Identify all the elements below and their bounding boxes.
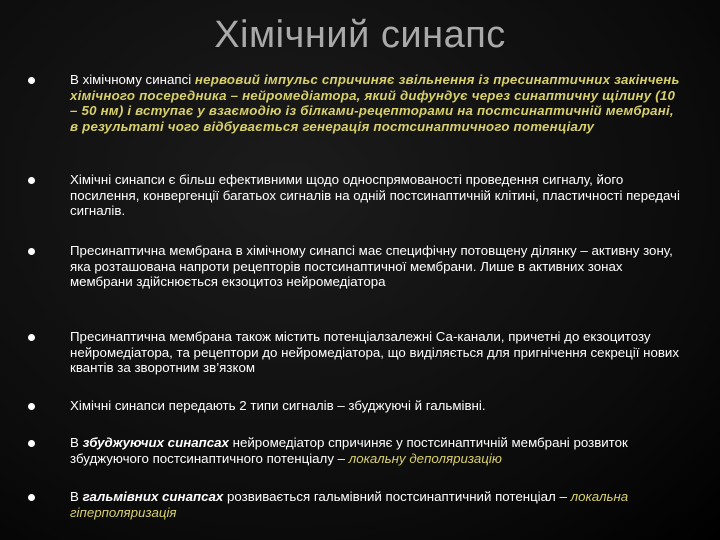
bullet-icon [28,494,35,501]
bullet-text: Хімічні синапси є більш ефективними щодо односпрямованості проведення сигналу, його посилення, конвергенції багатьох сигналів на одній постсинаптичній клітині, пластичності передачі сигналів. [70,172,680,219]
bullet-text: Хімічні синапси передають 2 типи сигналів – збуджуючі й гальмівні. [70,398,486,413]
bullet-icon [28,77,35,84]
bullet-text [70,72,680,134]
bullet-text-tail: локальну деполяризацію [348,450,502,466]
bullet-text [70,435,680,466]
bullet-text-emphasis: гальмівних синапсах [82,489,224,504]
bullet-icon [28,440,35,447]
bullet-text-pre: В [70,489,83,504]
bullet-text [70,489,680,520]
bullet-text-tail: локальна гіперполяризація [70,489,629,520]
bullet-text-plain: В хімічному синапсі [70,72,195,87]
bullet-icon [28,177,35,184]
bullet-icon [28,403,35,410]
bullet-icon [28,248,35,255]
bullet-text-mid: нейромедіатор спричиняє у постсинаптичній мембрані розвиток збуджуючого постсинаптичного потенціалу – [70,435,628,466]
slide-title: Хімічний синапс [214,14,506,56]
bullet-text-emphasis: збуджуючих синапсах [82,435,229,450]
bullet-text: Пресинаптична мембрана в хімічному синапсі має специфічну потовщену ділянку – активну зону, яка розташована напроти рецепторів постсинаптичної мембрани. Лише в активних зонах мембрани здійснюється екзоцитоз нейромедіатора [70,243,673,290]
bullet-text: Пресинаптична мембрана також містить потенціалзалежні Са-канали, причетні до екзоцитозу нейромедіатора, та рецептори до нейромедіатора, що виділяється для пригнічення секреції нових квантів за зворотним зв’язком [70,329,680,376]
bullet-text-highlight: нервовий імпульс спричиняє звільнення із пресинаптичних закінчень хімічного посередника – нейромедіатора, який дифундує через синаптичну щілину (10 – 50 нм) і вступає у взаємодію із білками-рецепторами на постсинаптичній мембрані, в результаті чого відбувається генерація постсинаптичного потенціалу [70,72,680,134]
bullet-icon [28,334,35,341]
bullet-text-mid: розвивається гальмівний постсинаптичний потенціал – [223,489,571,504]
bullet-text-pre: В [70,435,83,450]
